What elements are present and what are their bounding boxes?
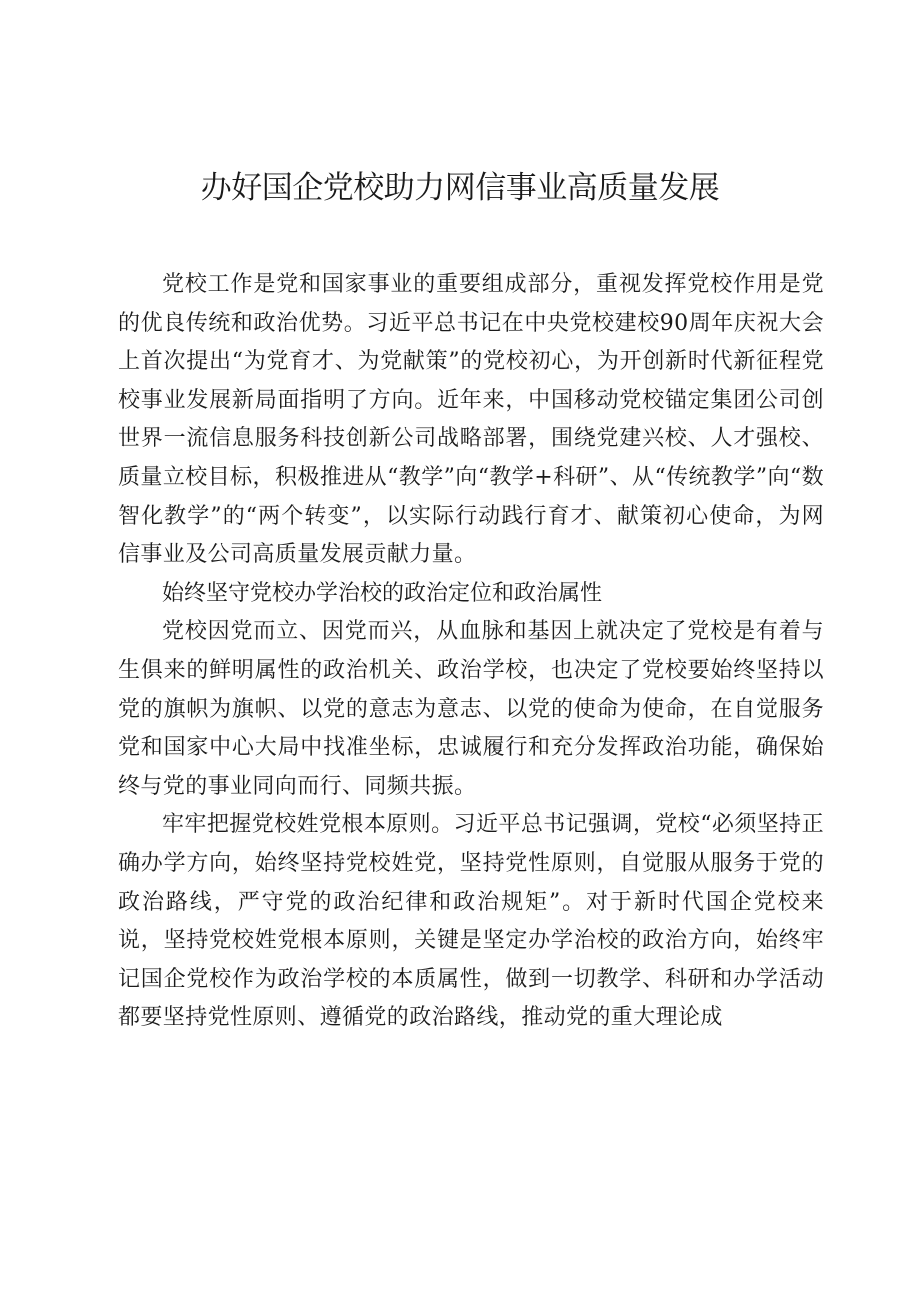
paragraph-party-principle: 牢牢把握党校姓党根本原则。习近平总书记强调，党校“必须坚持正确办学方向，始终坚持党校姓党，坚持党性原则，自觉服从服务于党的政治路线，严守党的政治纪律和政治规矩”。对于新时代国企党校来说，坚持党校姓党根本原则，关键是坚定办学治校的政治方向，始终牢记国企党校作为政治学校的本质属性，做到一切教学、科研和办学活动都要坚持党性原则、遵循党的政治路线，推动党的重大理论成: [118, 812, 824, 1031]
section-heading: 始终坚守党校办学治校的政治定位和政治属性: [162, 580, 603, 606]
paragraph-political-attribute: 党校因党而立、因党而兴，从血脉和基因上就决定了党校是有着与生俱来的鲜明属性的政治机关、政治学校，也决定了党校要始终坚持以党的旗帜为旗帜、以党的意志为意志、以党的使命为使命，在自觉服务党和国家中心大局中找准坐标，忠诚履行和充分发挥政治功能，确保始终与党的事业同向而行、同频共振。: [118, 619, 824, 799]
document-title: 办好国企党校助力网信事业高质量发展: [200, 170, 720, 206]
paragraph-intro: 党校工作是党和国家事业的重要组成部分，重视发挥党校作用是党的优良传统和政治优势。习近平总书记在中央党校建校90周年庆祝大会上首次提出“为党育才、为党献策”的党校初心，为开创新时代新征程党校事业发展新局面指明了方向。近年来，中国移动党校锚定集团公司创世界一流信息服务科技创新公司战略部署，围绕党建兴校、人才强校、质量立校目标，积极推进从“教学”向“教学+科研”、从“传统教学”向“数智化教学”的“两个转变”，以实际行动践行育才、献策初心使命，为网信事业及公司高质量发展贡献力量。: [118, 272, 824, 568]
document-body: [118, 266, 824, 1038]
